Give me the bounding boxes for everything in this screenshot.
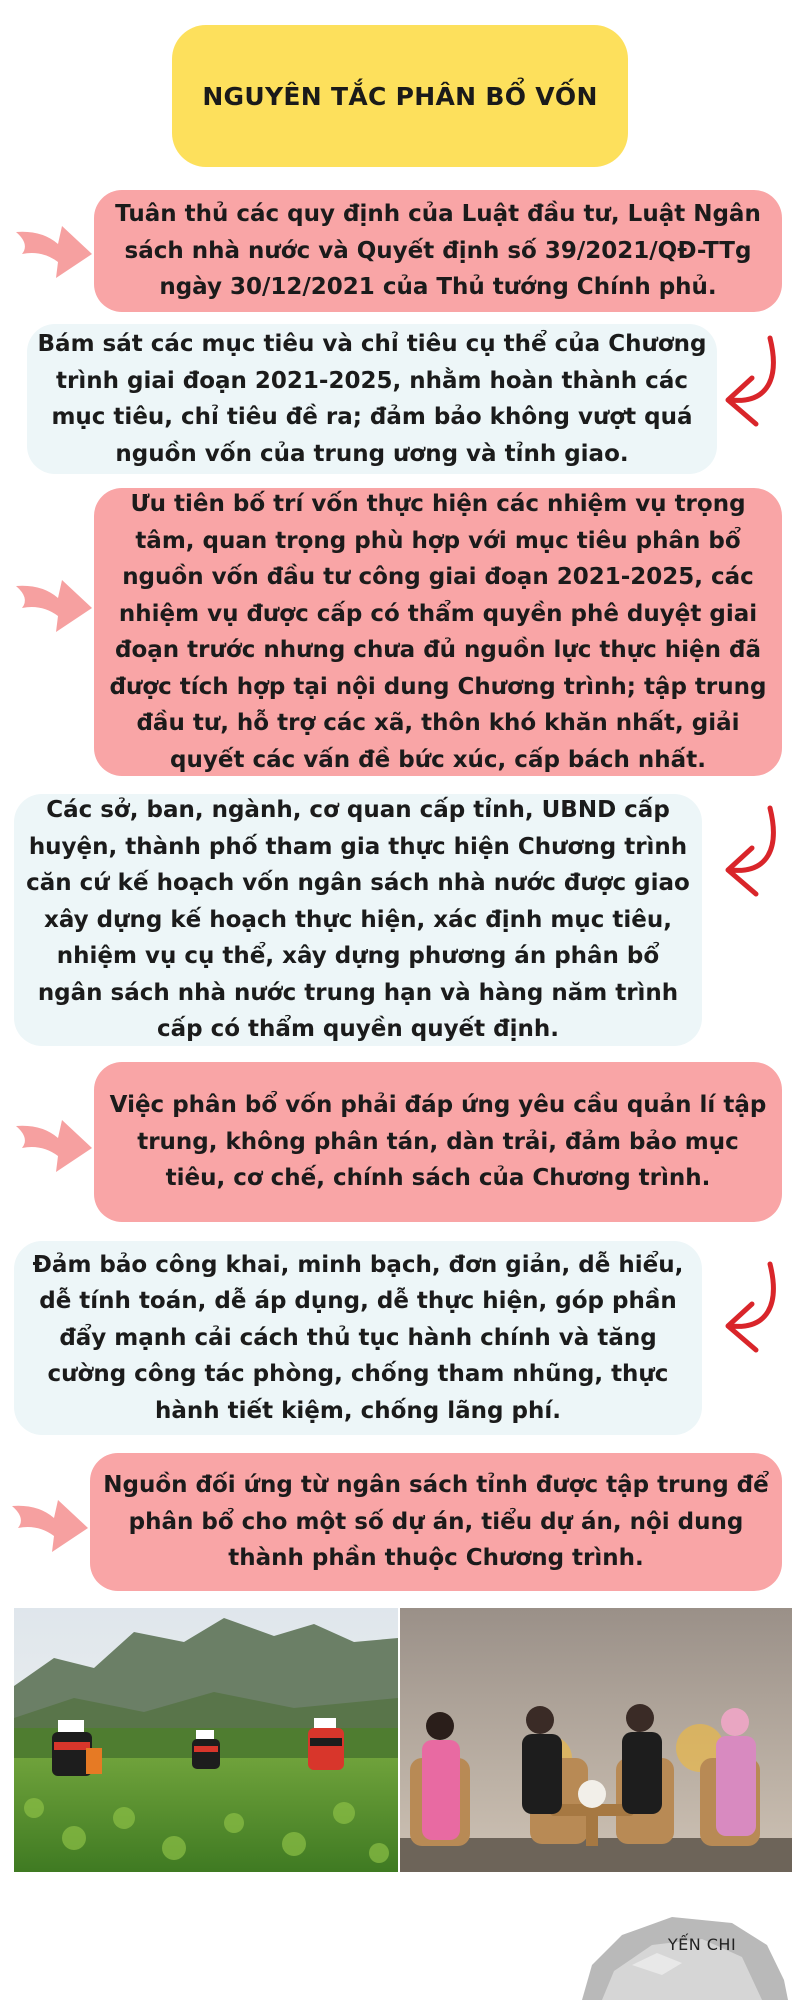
principle-card-1 [94, 190, 782, 312]
principle-text-2: Bám sát các mục tiêu và chỉ tiêu cụ thể của Chương trình giai đoạn 2021-2025, nhằm hoàn thành các mục tiêu, chỉ tiêu đề ra; đảm bảo không vượt quá nguồn vốn của trung ương và tỉnh giao. [37, 331, 707, 467]
principle-card-3 [94, 488, 782, 776]
curved-arrow-icon [12, 1100, 96, 1184]
principle-text-6: Đảm bảo công khai, minh bạch, đơn giản, dễ hiểu, dễ tính toán, dễ áp dụng, dễ thực hiện, góp phần đẩy mạnh cải cách thủ tục hành chính và tăng cường công tác phòng, chống tham nhũng, thực hành tiết kiệm, chống lãng phí. [32, 1251, 684, 1424]
principle-card-6 [14, 1241, 702, 1435]
author-name: YẾN CHI [667, 1934, 737, 1954]
curved-arrow-icon [12, 560, 96, 644]
principle-card-2 [27, 324, 717, 474]
curved-arrow-icon [8, 1480, 92, 1564]
talk-show-photo [400, 1608, 792, 1872]
title-banner [172, 25, 628, 167]
principle-text-1: Tuân thủ các quy định của Luật đầu tư, Luật Ngân sách nhà nước và Quyết định số 39/2021/QĐ-TTg ngày 30/12/2021 của Thủ tướng Chính phủ. [115, 201, 761, 301]
principle-card-4 [14, 794, 702, 1046]
author-credit [632, 1922, 772, 1966]
curved-arrow-icon [12, 206, 96, 290]
principle-card-7 [90, 1453, 782, 1591]
principle-card-5 [94, 1062, 782, 1222]
hook-arrow-icon [712, 330, 786, 434]
hook-arrow-icon [712, 800, 786, 904]
hook-arrow-icon [712, 1256, 786, 1360]
principle-text-3: Ưu tiên bố trí vốn thực hiện các nhiệm vụ trọng tâm, quan trọng phù hợp với mục tiêu phân bổ nguồn vốn đầu tư công giai đoạn 2021-2025, các nhiệm vụ được cấp có thẩm quyền phê duyệt giai đoạn trước nhưng chưa đủ nguồn lực thực hiện đã được tích hợp tại nội dung Chương trình; tập trung đầu tư, hỗ trợ các xã, thôn khó khăn nhất, giải quyết các vấn đề bức xúc, cấp bách nhất. [109, 491, 767, 773]
principle-text-4: Các sở, ban, ngành, cơ quan cấp tỉnh, UBND cấp huyện, thành phố tham gia thực hiện Chương trình căn cứ kế hoạch vốn ngân sách nhà nước được giao xây dựng kế hoạch thực hiện, xác định mục tiêu, nhiệm vụ cụ thể, xây dựng phương án phân bổ ngân sách nhà nước trung hạn và hàng năm trình cấp có thẩm quyền quyết định. [26, 797, 690, 1043]
principle-text-5: Việc phân bổ vốn phải đáp ứng yêu cầu quản lí tập trung, không phân tán, dàn trải, đảm bảo mục tiêu, cơ chế, chính sách của Chương trình. [109, 1092, 767, 1192]
page-title: NGUYÊN TẮC PHÂN BỔ VỐN [202, 81, 598, 111]
principle-text-7: Nguồn đối ứng từ ngân sách tỉnh được tập trung để phân bổ cho một số dự án, tiểu dự án, nội dung thành phần thuộc Chương trình. [103, 1472, 769, 1572]
farm-field-photo [14, 1608, 398, 1872]
